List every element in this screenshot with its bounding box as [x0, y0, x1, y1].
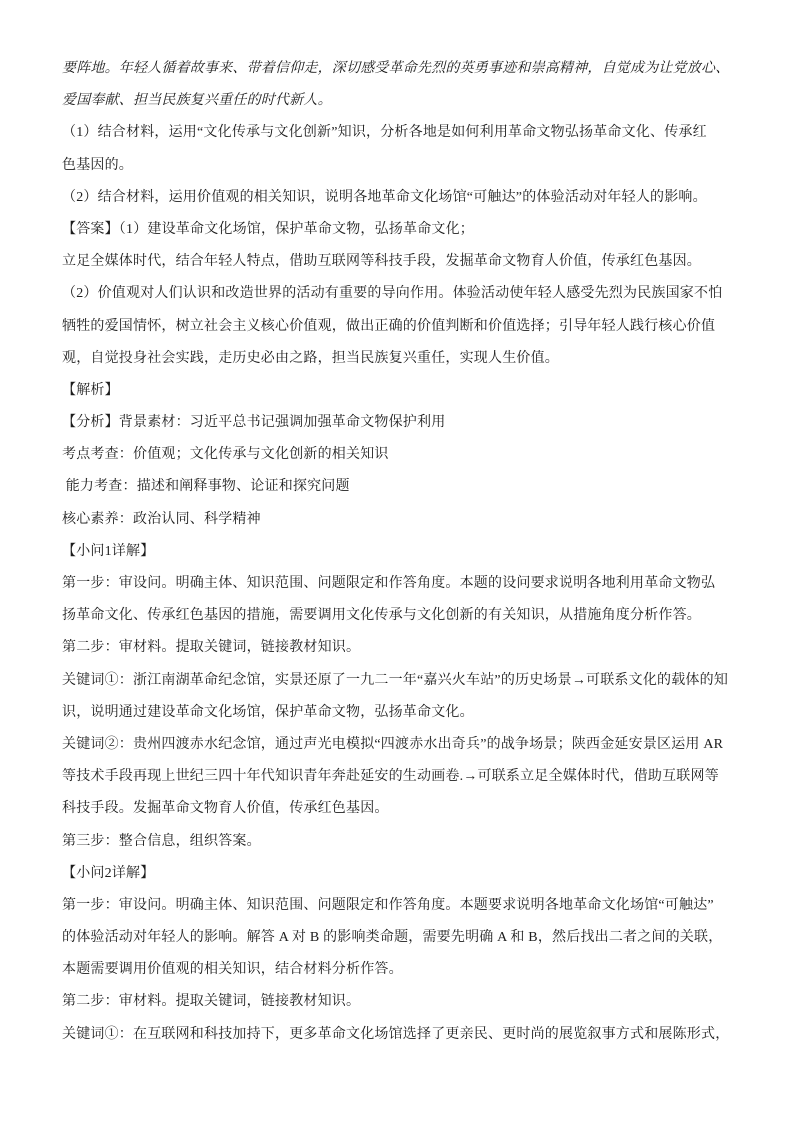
exam-point-line: 考点考查：价值观；文化传承与文化创新的相关知识: [62, 447, 389, 463]
answer-part1-line-1: 【答案】（1）建设革命文化场馆，保护革命文物，弘扬革命文化；: [62, 221, 474, 237]
material-continuation-line-1: 要阵地。年轻人循着故事来、带着信仰走，深切感受革命先烈的英勇事迹和崇高精神，自觉成为让党放心、: [62, 61, 730, 76]
answer-part1-line-2: 立足全媒体时代，结合年轻人特点，借助互联网等科技手段，发掘革命文物育人价值，传承红色基因。: [62, 254, 701, 270]
ability-assessment-line: 能力考查：描述和阐释事物、论证和探究问题: [62, 479, 350, 495]
subquestion-1-header: 【小问1详解】: [62, 543, 155, 559]
answer-part2-line-1: （2）价值观对人们认识和改造世界的活动有重要的导向作用。体验活动使年轻人感受先烈为民族国家不怕: [62, 286, 723, 302]
analysis-background-material: 【分析】背景素材：习近平总书记强调加强革命文物保护利用: [62, 415, 446, 431]
sq1-step2-line: 第二步：审材料。提取关键词，链接教材知识。: [62, 640, 361, 656]
sq2-step1-line-2: 的体验活动对年轻人的影响。解答 A 对 B 的影响类命题，需要先明确 A 和 B，然后找出二者之间的关联，: [62, 930, 723, 946]
sq1-keyword1-line-1: 关键词①：浙江南湖革命纪念馆，实景还原了一九二一年“嘉兴火车站”的历史场景→可联系文化的载体的知: [62, 672, 729, 688]
question-2-line: （2）结合材料，运用价值观的相关知识，说明各地革命文化场馆“可触达”的体验活动对年轻人的影响。: [62, 189, 707, 205]
sq1-keyword2-line-2: 等技术手段再现上世纪三四十年代知识青年奔赴延安的生动画卷.→可联系立足全媒体时代，借助互联网等: [62, 769, 719, 785]
sq2-step2-line: 第二步：审材料。提取关键词，链接教材知识。: [62, 994, 361, 1010]
core-competency-line: 核心素养：政治认同、科学精神: [62, 511, 261, 527]
sq1-keyword2-line-1: 关键词②：贵州四渡赤水纪念馆，通过声光电模拟“四渡赤水出奇兵”的战争场景；陕西金延安景区运用 AR: [62, 736, 724, 752]
sq2-step1-line-1: 第一步：审设问。明确主体、知识范围、问题限定和作答角度。本题要求说明各地革命文化场馆“可触达”: [62, 897, 714, 913]
answer-part2-line-2: 牺牲的爱国情怀，树立社会主义核心价值观，做出正确的价值判断和价值选择；引导年轻人践行核心价值: [62, 318, 716, 334]
sq1-step1-line-1: 第一步：审设问。明确主体、知识范围、问题限定和作答角度。本题的设问要求说明各地利用革命文物弘: [62, 576, 716, 591]
analysis-header: 【解析】: [62, 382, 119, 398]
sq1-keyword1-line-2: 识，说明通过建设革命文化场馆，保护革命文物，弘扬革命文化。: [62, 704, 474, 720]
sq1-step3-line: 第三步：整合信息，组织答案。: [62, 833, 261, 849]
subquestion-2-header: 【小问2详解】: [62, 865, 155, 881]
sq1-keyword2-line-3: 科技手段。发掘革命文物育人价值，传承红色基因。: [62, 801, 389, 817]
question-1-line-1: （1）结合材料，运用“文化传承与文化创新”知识，分析各地是如何利用革命文物弘扬革命文化、传承红: [62, 125, 707, 141]
sq2-keyword1-line-1: 关键词①：在互联网和科技加持下，更多革命文化场馆选择了更亲民、更时尚的展览叙事方式和展陈形式，: [62, 1026, 730, 1042]
sq1-step1-line-2: 扬革命文化、传承红色基因的措施，需要调用文化传承与文化创新的有关知识，从措施角度分析作答。: [62, 608, 701, 624]
question-1-line-2: 色基因的。: [62, 157, 133, 173]
answer-part2-line-3: 观，自觉投身社会实践，走历史必由之路，担当民族复兴重任，实现人生价值。: [62, 350, 559, 366]
sq2-step1-line-3: 本题需要调用价值观的相关知识，结合材料分析作答。: [62, 962, 403, 978]
material-continuation-line-2: 爱国奉献、担当民族复兴重任的时代新人。: [62, 93, 332, 109]
